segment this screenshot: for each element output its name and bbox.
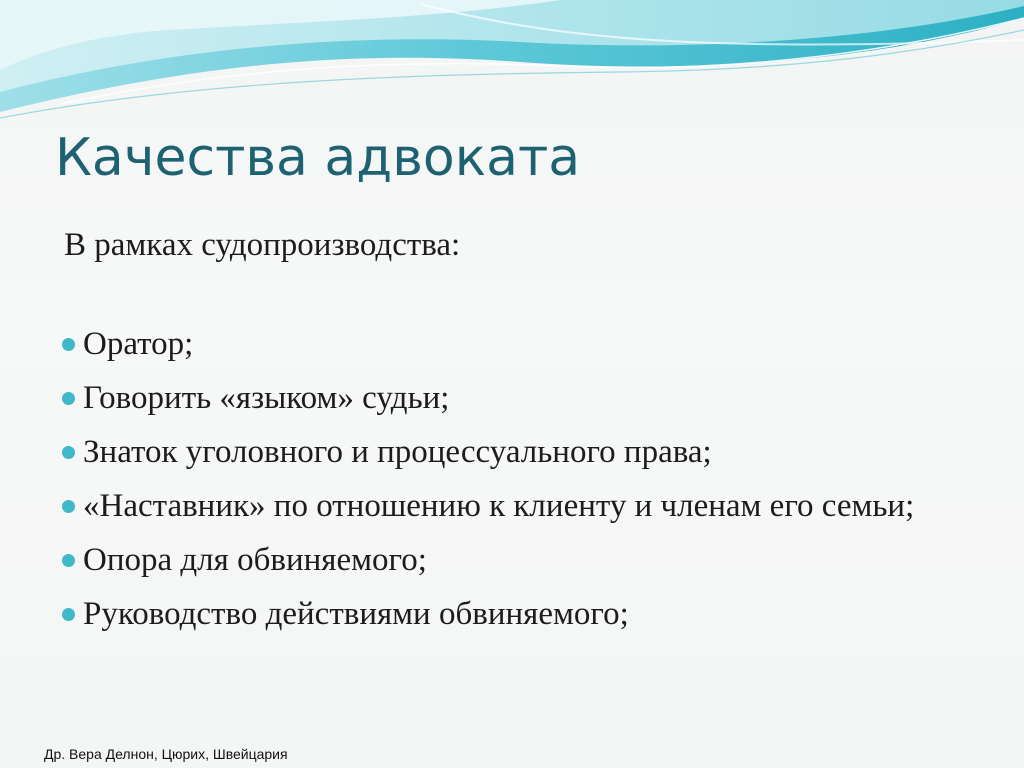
list-item-text: Оратор; [83,326,194,362]
bullet-dot-icon [62,392,75,405]
list-item [62,326,992,362]
list-item [62,542,992,578]
slide-content [62,222,992,650]
intro-text: В рамках судопроизводства: [64,227,461,263]
list-item-text: Опора для обвиняемого; [83,542,427,578]
list-item [62,380,992,416]
bullet-dot-icon [62,554,75,567]
list-item-text: Руководство действиями обвиняемого; [83,596,629,632]
bullet-dot-icon [62,446,75,459]
footer-author: Др. Вера Делнон, Цюрих, Швейцария [44,746,288,762]
bullet-list [62,326,992,632]
list-item [62,596,992,632]
bullet-dot-icon [62,500,75,513]
list-item [62,434,992,470]
wave-header-decoration [0,0,1024,120]
bullet-dot-icon [62,338,75,351]
slide-title: Качества адвоката [55,128,581,188]
list-item [62,488,992,524]
bullet-dot-icon [62,608,75,621]
list-item-text: Знаток уголовного и процессуального права; [83,434,712,470]
list-item-text: «Наставник» по отношению к клиенту и членам его семьи; [83,488,915,524]
list-item-text: Говорить «языком» судьи; [83,380,450,416]
